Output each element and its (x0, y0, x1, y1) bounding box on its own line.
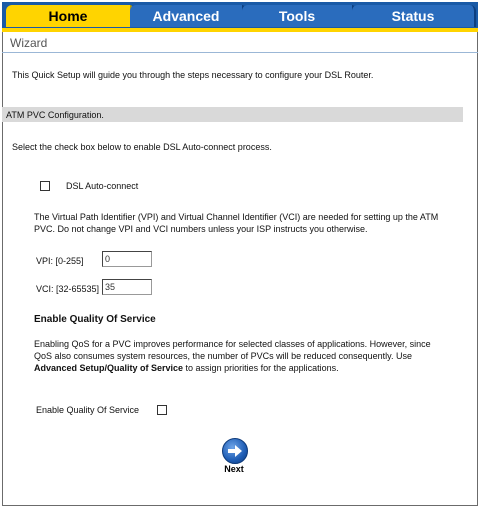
vci-label: VCI: [32-65535] (36, 284, 100, 294)
tab-status[interactable]: Status (352, 5, 476, 27)
page-title: Wizard (10, 36, 48, 50)
qos-heading: Enable Quality Of Service (34, 314, 156, 325)
next-button[interactable] (218, 438, 250, 478)
nav-underline (2, 28, 478, 32)
qos-description (34, 338, 444, 374)
dsl-auto-connect-label: DSL Auto-connect (66, 181, 139, 191)
intro-text: This Quick Setup will guide you through the steps necessary to configure your DSL Router. (12, 70, 374, 80)
dsl-auto-connect-checkbox[interactable] (40, 181, 50, 191)
vci-input[interactable] (102, 279, 152, 295)
tab-home[interactable]: Home (6, 5, 132, 27)
vpi-vci-description: The Virtual Path Identifier (VPI) and Virtual Channel Identifier (VCI) are needed for setting up the ATM PVC. Do not change VPI and VCI numbers unless your ISP instructs you otherwise. (34, 212, 439, 234)
top-nav (2, 2, 478, 28)
auto-connect-instruction: Select the check box below to enable DSL Auto-connect process. (12, 142, 272, 152)
qos-settings-link[interactable]: Advanced Setup/Quality of Service (34, 363, 184, 373)
qos-desc-part1: Enabling QoS for a PVC improves performance for selected classes of applications. However, since QoS also consumes system resources, the number of PVCs will be reduced consequently. Use (34, 339, 431, 361)
next-label: Next (224, 464, 244, 474)
tab-advanced[interactable]: Advanced (130, 5, 244, 27)
title-divider (2, 52, 478, 53)
vpi-label: VPI: [0-255] (36, 256, 84, 266)
section-title: ATM PVC Configuration. (6, 110, 104, 120)
enable-qos-label: Enable Quality Of Service (36, 405, 140, 415)
enable-qos-checkbox[interactable] (157, 405, 167, 415)
qos-desc-part2: to assign priorities for the applications. (183, 363, 339, 373)
tab-tools[interactable]: Tools (242, 5, 354, 27)
vpi-input[interactable] (102, 251, 152, 267)
right-arrow-icon (222, 438, 248, 464)
